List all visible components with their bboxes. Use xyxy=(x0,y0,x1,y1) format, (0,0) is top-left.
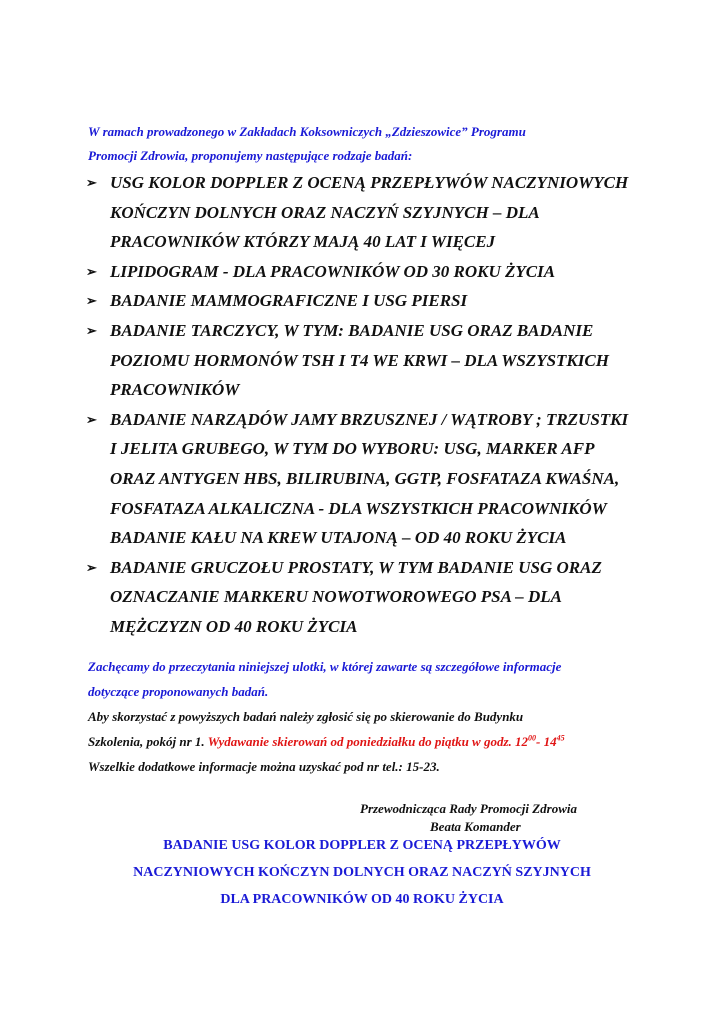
exam-list xyxy=(86,168,686,642)
intro-line-2: Promocji Zdrowia, proponujemy następujące rodzaje badań: xyxy=(88,148,413,163)
signature-name: Beata Komander xyxy=(430,819,521,834)
signature-block xyxy=(360,800,660,836)
arrow-bullet-icon: ➢ xyxy=(86,293,97,309)
list-item xyxy=(86,257,686,287)
referral-location: Szkolenia, pokój nr 1. xyxy=(88,734,205,749)
list-item-text: BADANIE NARZĄDÓW JAMY BRZUSZNEJ / WĄTROBY ; TRZUSTKI I JELITA GRUBEGO, W TYM DO WYBORU: USG, MARKER AFP ORAZ ANTYGEN HBS, BILIRUBINA, GGTP, FOSFATAZA KWAŚNA, FOSFATAZA ALKALICZNA - DLA WSZYSTKICH PRACOWNIKÓW BADANIE KAŁU NA KREW UTAJONĄ – OD 40 ROKU ŻYCIA xyxy=(110,409,629,548)
arrow-bullet-icon: ➢ xyxy=(86,559,97,575)
list-item xyxy=(86,553,686,642)
list-item xyxy=(86,168,686,257)
arrow-bullet-icon: ➢ xyxy=(86,175,97,190)
office-hours xyxy=(208,734,565,749)
arrow-bullet-icon: ➢ xyxy=(86,263,97,279)
footer-heading-line-3: DLA PRACOWNIKÓW OD 40 ROKU ŻYCIA xyxy=(220,892,504,907)
list-item-text: LIPIDOGRAM - DLA PRACOWNIKÓW OD 30 ROKU ŻYCIA xyxy=(110,261,556,281)
encourage-line-1: Zachęcamy do przeczytania niniejszej ulotki, w której zawarte są szczegółowe informacje xyxy=(88,659,562,674)
list-item-text: BADANIE MAMMOGRAFICZNE I USG PIERSI xyxy=(110,291,468,311)
office-hours-separator: - 14 xyxy=(536,734,557,749)
footer-heading-line-2: NACZYNIOWYCH KOŃCZYN DOLNYCH ORAZ NACZYŃ SZYJNYCH xyxy=(133,865,591,880)
referral-line-1: Aby skorzystać z powyższych badań należy zgłosić się po skierowanie do Budynku xyxy=(88,709,524,724)
arrow-bullet-icon: ➢ xyxy=(86,411,97,427)
list-item xyxy=(86,316,686,405)
footer-heading xyxy=(80,832,644,913)
list-item xyxy=(86,286,686,316)
office-hours-start-minutes: 00 xyxy=(528,733,537,743)
list-item xyxy=(86,405,686,553)
notes-section xyxy=(88,654,708,779)
intro-line-1: W ramach prowadzonego w Zakładach Koksowniczych „Zdzieszowice” Programu xyxy=(88,124,526,139)
referral-line-2 xyxy=(88,729,708,754)
list-item-text: BADANIE GRUCZOŁU PROSTATY, W TYM BADANIE USG ORAZ OZNACZANIE MARKERU NOWOTWOROWEGO PSA – DLA MĘŻCZYZN OD 40 ROKU ŻYCIA xyxy=(110,557,602,636)
encourage-line-2: dotyczące proponowanych badań. xyxy=(88,684,269,699)
footer-heading-line-1: BADANIE USG KOLOR DOPPLER Z OCENĄ PRZEPŁYWÓW xyxy=(163,838,561,853)
contact-line: Wszelkie dodatkowe informacje można uzyskać pod nr tel.: 15-23. xyxy=(88,759,440,774)
arrow-bullet-icon: ➢ xyxy=(86,322,97,338)
office-hours-end-minutes: 45 xyxy=(556,733,565,743)
office-hours-text: Wydawanie skierowań od poniedziałku do piątku w godz. 12 xyxy=(207,734,529,749)
list-item-text: USG KOLOR DOPPLER Z OCENĄ PRZEPŁYWÓW NACZYNIOWYCH KOŃCZYN DOLNYCH ORAZ NACZYŃ SZYJNYCH – DLA PRACOWNIKÓW KTÓRZY MAJĄ 40 LAT I WIĘCEJ xyxy=(110,173,629,252)
signature-role: Przewodnicząca Rady Promocji Zdrowia xyxy=(360,801,578,816)
list-item-text: BADANIE TARCZYCY, W TYM: BADANIE USG ORAZ BADANIE POZIOMU HORMONÓW TSH I T4 WE KRWI – DLA WSZYSTKICH PRACOWNIKÓW xyxy=(110,320,609,400)
intro-paragraph xyxy=(88,120,688,168)
